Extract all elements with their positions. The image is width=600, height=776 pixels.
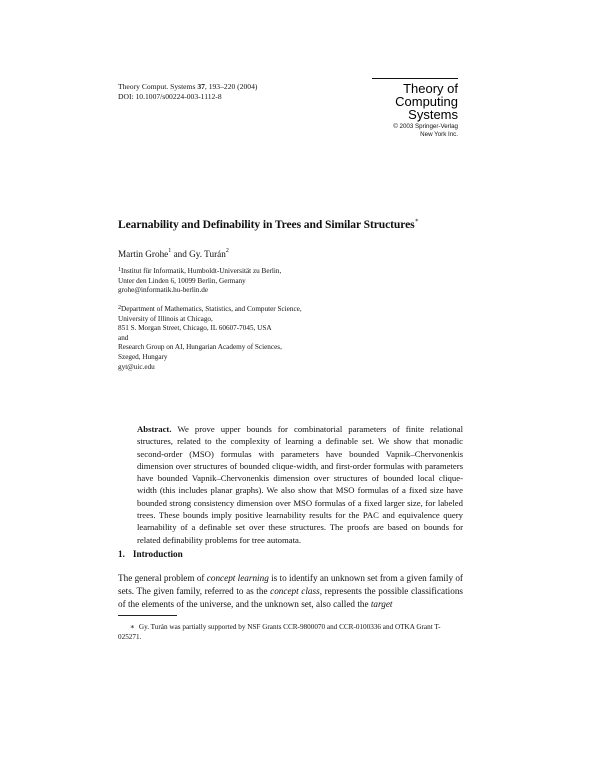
intro-text-1: The general problem of [118, 573, 207, 583]
footnote-mark: ∗ [130, 623, 135, 631]
intro-paragraph [118, 572, 463, 612]
affiliation-email: grohe@informatik.hu-berlin.de [118, 286, 209, 295]
abstract [137, 423, 463, 546]
affiliation-1 [118, 267, 281, 296]
journal-volume: 37 [197, 82, 205, 91]
intro-text-2: is to identify an unknown set from a given family of sets. The given family, referred to as the [118, 573, 463, 597]
footnote [118, 622, 463, 642]
affiliation-line: Research Group on AI, Hungarian Academy of Sciences, [118, 343, 282, 352]
copyright-line: © 2003 Springer-Verlag [393, 123, 458, 130]
logo-line-2: Computing [395, 94, 458, 109]
affiliation-line [118, 305, 302, 315]
title-footnote-mark: ∗ [414, 218, 419, 224]
affiliation-line: 851 S. Morgan Street, Chicago, IL 60607-7045, USA [118, 324, 272, 333]
affiliation-email: gyt@uic.edu [118, 362, 155, 371]
journal-pages-year: , 193–220 (2004) [204, 82, 258, 91]
author-separator: and [171, 249, 190, 259]
author-2: Gy. Turán [189, 249, 226, 259]
affiliation-line [118, 267, 281, 277]
author-1: Martin Grohe [118, 249, 169, 259]
doi-line: DOI: 10.1007/s00224-003-1112-8 [118, 92, 222, 101]
affiliation-mark: 2 [118, 305, 121, 311]
abstract-label: Abstract. [137, 424, 172, 434]
footnote-rule [118, 615, 177, 616]
journal-citation-line [118, 82, 257, 92]
abstract-text: We prove upper bounds for combinatorial parameters of finite relational structures, related to the complexity of learning a definable set. We show that monadic second-order (MSO) formulas with parameters have bounded Vapnik–Chervonenkis dimension over structures of bounded clique-width, and first-order formulas with parameters have bounded Vapnik–Chervonenkis dimension over structures of bounded local clique-width (this includes planar graphs). We also show that MSO formulas of a fixed size have bounded strong consistency dimension over MSO formulas of a fixed larger size, for labeled trees. These bounds imply positive learnability results for the PAC and equivalence query learnability of a definable set over these structures. The proofs are based on bounds for related definability problems for tree automata. [137, 424, 463, 545]
intro-emphasis-3: target [370, 599, 393, 610]
affiliation-line: Unter den Linden 6, 10099 Berlin, Germany [118, 276, 246, 285]
affiliation-text: Institut für Informatik, Humboldt-Universität zu Berlin, [121, 267, 282, 275]
affiliation-line: Szeged, Hungary [118, 352, 168, 361]
logo-line-3: Systems [408, 107, 458, 122]
author-1-mark: 1 [168, 248, 172, 254]
author-2-mark: 2 [225, 248, 229, 254]
logo-rule [372, 78, 458, 79]
footnote-text: Gy. Turán was partially supported by NSF Grants CCR-9800070 and CCR-0100336 and OTKA Grant T-025271. [118, 623, 441, 641]
section-number: 1. [118, 549, 125, 559]
logo-publisher [393, 123, 458, 139]
intro-emphasis-1: concept learning [206, 573, 269, 583]
publisher-line: New York Inc. [420, 130, 458, 138]
paper-title-text: Learnability and Definability in Trees and Similar Structures [118, 218, 415, 231]
affiliation-line: University of Illinois at Chicago, [118, 314, 213, 323]
journal-reference [118, 82, 257, 102]
affiliation-2 [118, 305, 302, 372]
section-heading [118, 549, 183, 559]
logo-title [395, 82, 458, 121]
section-title: Introduction [132, 549, 183, 559]
affiliation-text: Department of Mathematics, Statistics, and Computer Science, [121, 305, 302, 313]
intro-emphasis-2: concept class [270, 586, 320, 597]
paper-title [118, 218, 419, 231]
intro-text-3: , represents the possible classifications of the elements of the universe, and the unknown set, also called the [118, 586, 463, 610]
affiliation-mark: 1 [118, 267, 121, 273]
affiliation-line: and [118, 333, 129, 342]
author-list [118, 249, 229, 259]
logo-line-1: Theory of [403, 81, 458, 96]
journal-name: Theory Comput. Systems [118, 82, 198, 91]
